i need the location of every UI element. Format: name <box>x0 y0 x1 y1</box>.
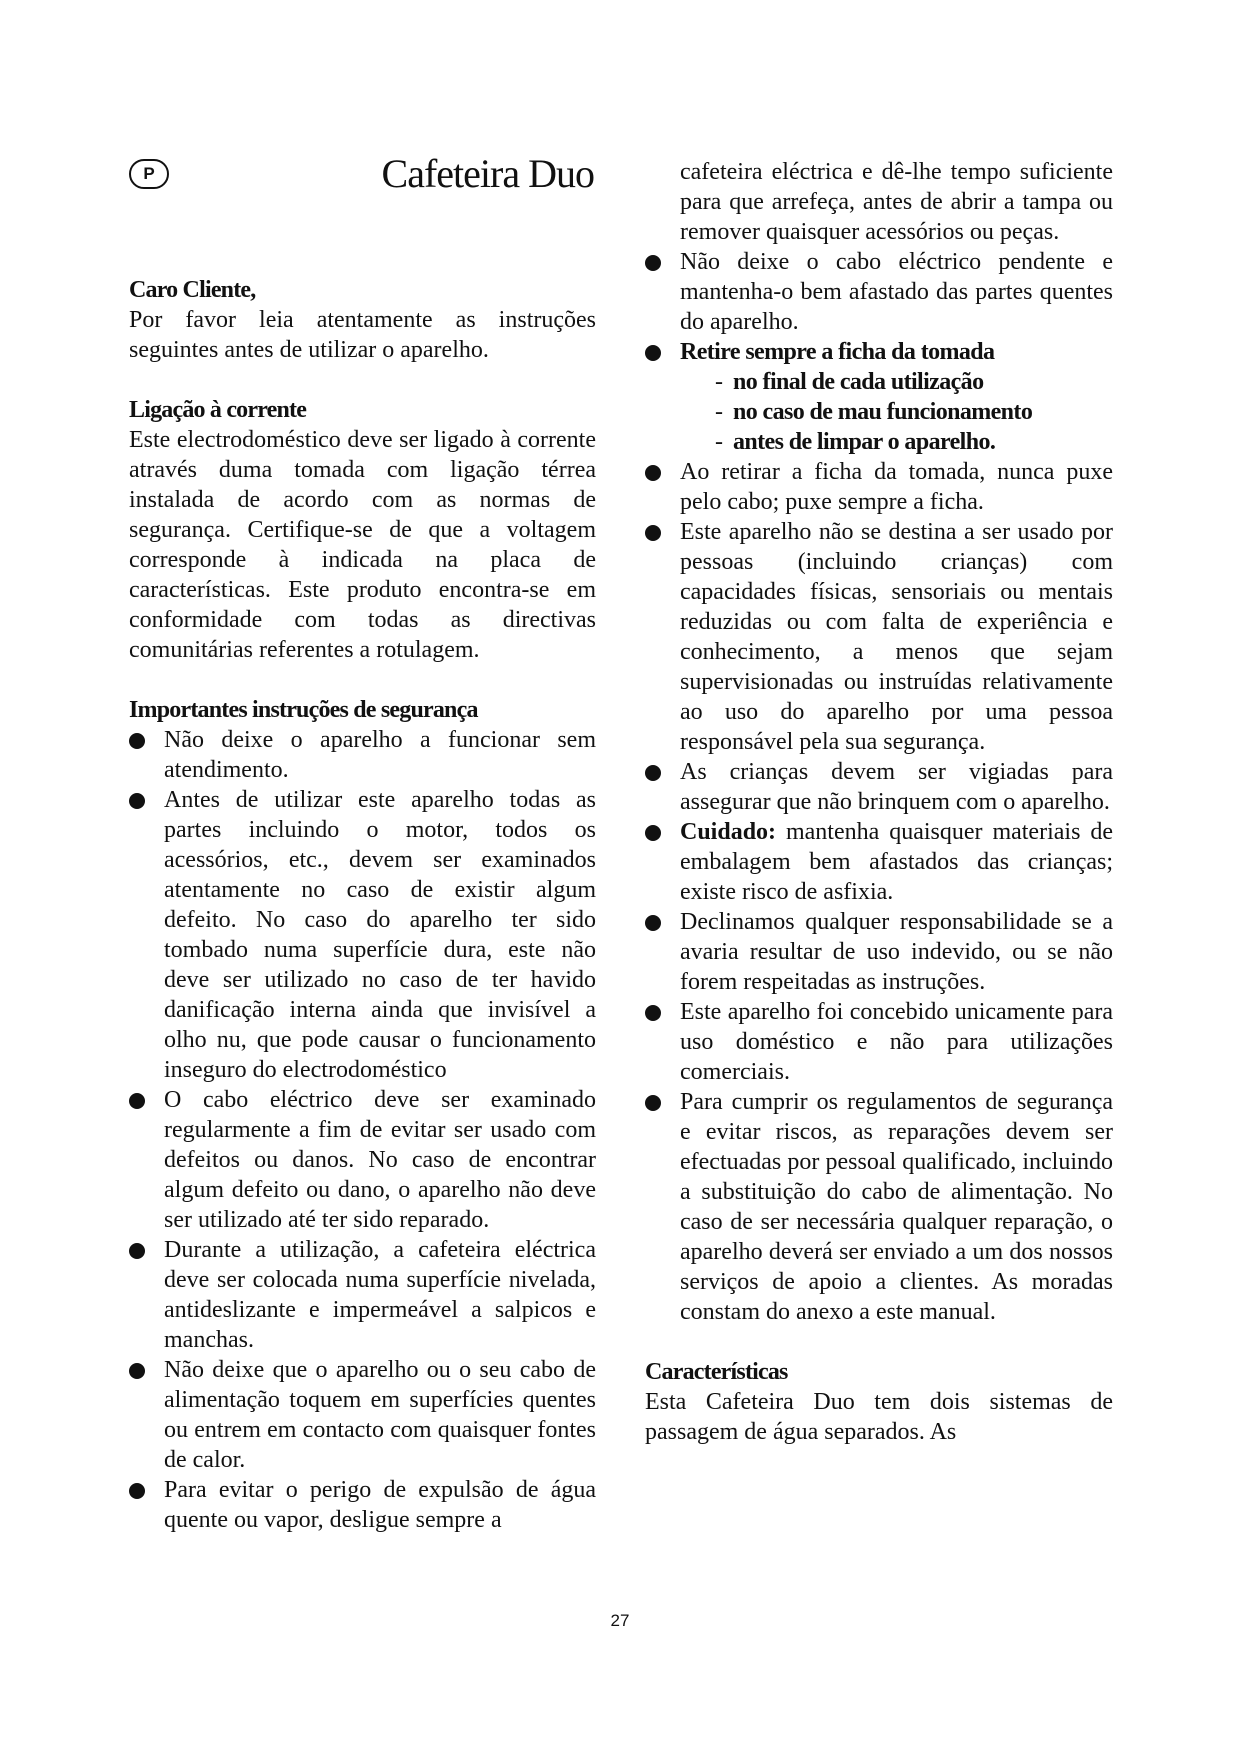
list-item: As crianças devem ser vigiadas para assegurar que não brinquem com o aparelho. <box>645 757 1113 817</box>
power-heading: Ligação à corrente <box>129 397 307 423</box>
power-text: Este electrodoméstico deve ser ligado à corrente através duma tomada com ligação térrea instalada de acordo com as normas de segurança. Certifique-se de que a voltagem corresponde à indicada na placa de características. Este produto encontra-se em conformidade com todas as directivas comunitárias referentes a rotulagem. <box>129 427 596 663</box>
dash: - <box>715 429 723 455</box>
list-item: Não deixe que o aparelho ou o seu cabo de alimentação toquem em superfícies quentes ou entrem em contacto com quaisquer fontes de calor. <box>129 1355 596 1475</box>
unplug-title: Retire sempre a ficha da tomada <box>680 339 995 365</box>
caution-text: mantenha quaisquer materiais de embalagem bem afastados das crianças; existe risco de asfixia. <box>680 819 1113 905</box>
greeting: Caro Cliente, <box>129 277 256 303</box>
list-item: O cabo eléctrico deve ser examinado regularmente a fim de evitar ser usado com defeitos ou danos. No caso de encontrar algum defeito ou dano, o aparelho não deve ser utilizado até ter sido reparado. <box>129 1085 596 1235</box>
list-item: Antes de utilizar este aparelho todas as partes incluindo o motor, todos os acessórios, etc., devem ser examinados atentamente no caso de existir algum defeito. No caso do aparelho ter sido tombado numa superfície dura, este não deve ser utilizado no caso de ter havido danificação interna ainda que invisível a olho nu, que pode causar o funcionamento inseguro do electrodoméstico <box>129 785 596 1085</box>
dash: - <box>715 399 723 425</box>
left-column <box>129 275 596 1535</box>
caution-item <box>645 817 1113 907</box>
sub-list-item: - no final de cada utilização <box>715 369 984 395</box>
sub-list-item: - antes de limpar o aparelho. <box>715 429 996 455</box>
safety-list <box>129 725 596 1535</box>
list-item: Ao retirar a ficha da tomada, nunca puxe pelo cabo; puxe sempre a ficha. <box>645 457 1113 517</box>
list-item: Este aparelho foi concebido unicamente para uso doméstico e não para utilizações comerciais. <box>645 997 1113 1087</box>
list-item: Não deixe o aparelho a funcionar sem atendimento. <box>129 725 596 785</box>
page-title: Cafeteira Duo <box>381 151 594 196</box>
dash: - <box>715 369 723 395</box>
features-heading: Características <box>645 1359 788 1385</box>
list-item: Não deixe o cabo eléctrico pendente e mantenha-o bem afastado das partes quentes do aparelho. <box>645 247 1113 337</box>
list-item: Declinamos qualquer responsabilidade se a avaria resultar de uso indevido, ou se não forem respeitadas as instruções. <box>645 907 1113 997</box>
right-column <box>645 157 1113 1447</box>
list-item: Este aparelho não se destina a ser usado por pessoas (incluindo crianças) com capacidades físicas, sensoriais ou mentais reduzidas ou com falta de experiência e conhecimento, a menos que sejam supervisionadas ou instruídas relativamente ao uso do aparelho por uma pessoa responsável pela sua segurança. <box>645 517 1113 757</box>
unplug-sublist <box>680 367 1113 457</box>
safety-heading: Importantes instruções de segurança <box>129 697 478 723</box>
list-item: Para evitar o perigo de expulsão de água quente ou vapor, desligue sempre a <box>129 1475 596 1535</box>
features-text: Esta Cafeteira Duo tem dois sistemas de passagem de água separados. As <box>645 1389 1113 1445</box>
sub-list-item: - no caso de mau funcionamento <box>715 399 1033 425</box>
list-item: Para cumprir os regulamentos de segurança e evitar riscos, as reparações devem ser efectuadas por pessoal qualificado, incluindo a substituição do cabo de alimentação. No caso de ser necessária qualquer reparação, o aparelho deverá ser enviado a um dos nossos serviços de apoio a clientes. As moradas constam do anexo a este manual. <box>645 1087 1113 1327</box>
intro-text: Por favor leia atentamente as instruções seguintes antes de utilizar o aparelho. <box>129 307 596 363</box>
caution-label: Cuidado: <box>680 819 777 845</box>
safety-list-continued <box>645 247 1113 1327</box>
list-item-continuation: cafeteira eléctrica e dê-lhe tempo suficiente para que arrefeça, antes de abrir a tampa ou remover quaisquer acessórios ou peças. <box>680 159 1113 245</box>
language-badge: P <box>129 159 169 189</box>
page-number: 27 <box>610 1611 630 1630</box>
list-item: Durante a utilização, a cafeteira eléctrica deve ser colocada numa superfície nivelada, antideslizante e impermeável a salpicos e manchas. <box>129 1235 596 1355</box>
unplug-item <box>645 337 1113 457</box>
